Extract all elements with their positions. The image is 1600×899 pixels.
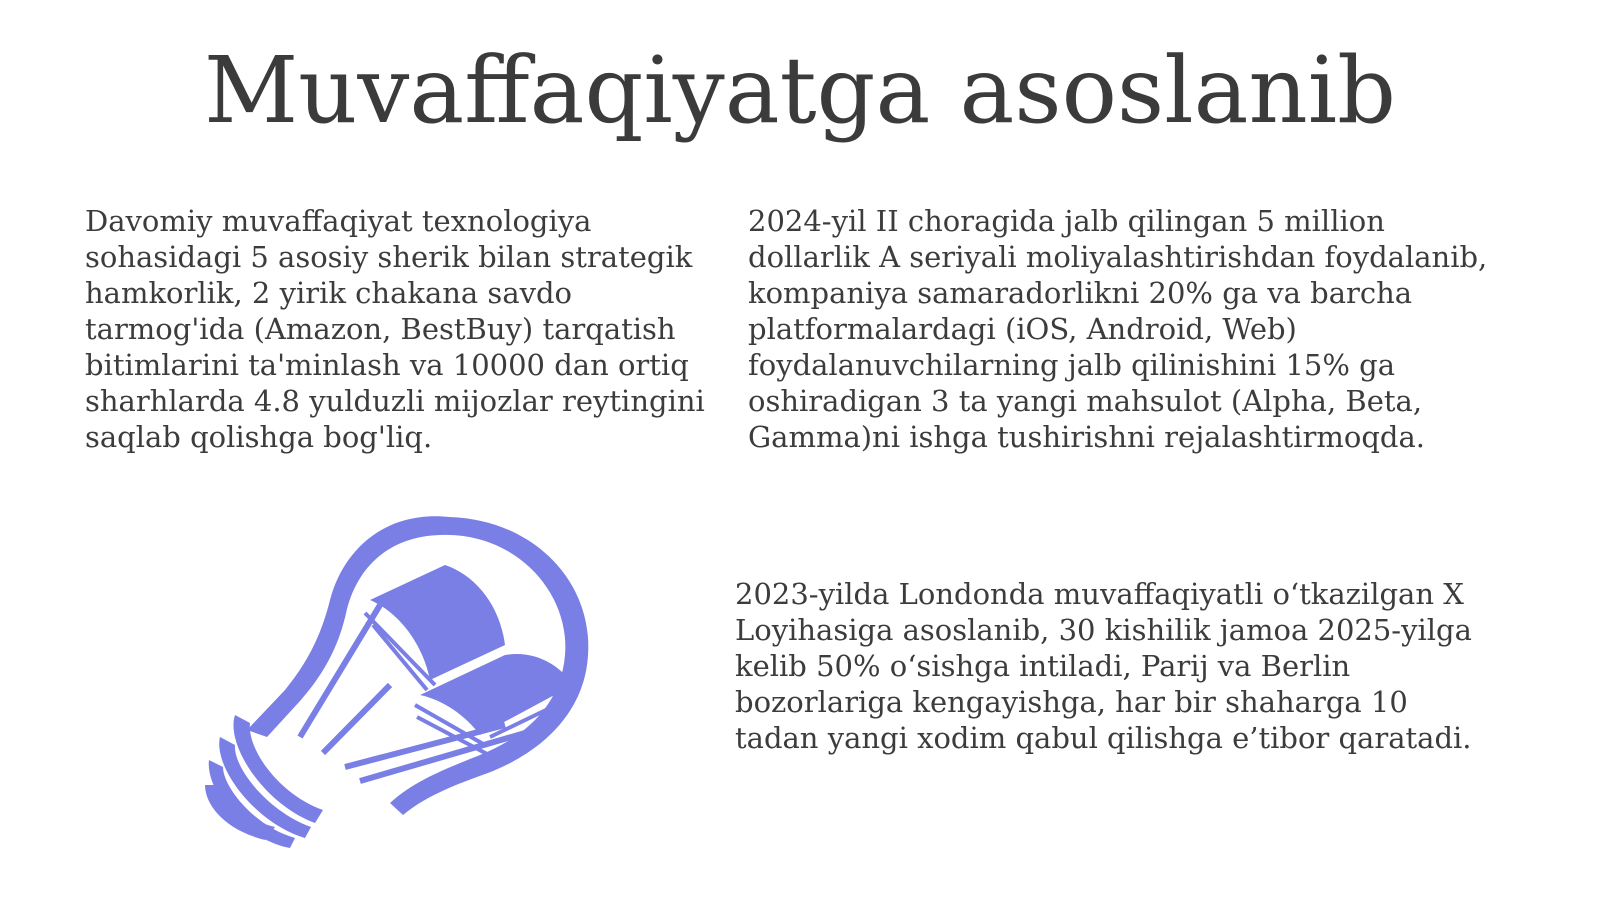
lightbulb-book-icon — [205, 505, 625, 850]
paragraph-left: Davomiy muvaffaqiyat texnologiya sohasidagi 5 asosiy sherik bilan strategik hamkorlik, 2 yirik chakana savdo tarmog'ida (Amazon, BestBuy) tarqatish bitimlarini ta'minlash va 10000 dan ortiq sharhlarda 4.8 yulduzli mijozlar reytingini saqlab qolishga bog'liq. — [85, 204, 705, 454]
paragraph-right-top: 2024-yil II choragida jalb qilingan 5 million dollarlik A seriyali moliyalashtirishdan foydalanib, kompaniya samaradorlikni 20% ga va barcha platformalardagi (iOS, Android, Web) foydalanuvchilarning jalb qilinishini 15% ga oshiradigan 3 ta yangi mahsulot (Alpha, Beta, Gamma)ni ishga tushirishni rejalashtirmoqda. — [748, 204, 1488, 454]
paragraph-right-bottom: 2023-yilda Londonda muvaffaqiyatli o‘tkazilgan X Loyihasiga asoslanib, 30 kishilik jamoa 2025-yilga kelib 50% o‘sishga intiladi, Parij va Berlin bozorlariga kengayishga, har bir shaharga 10 tadan yangi xodim qabul qilishga e’tibor qaratadi. — [735, 577, 1472, 755]
slide-title: Muvaffaqiyatga asoslanib — [203, 37, 1397, 144]
